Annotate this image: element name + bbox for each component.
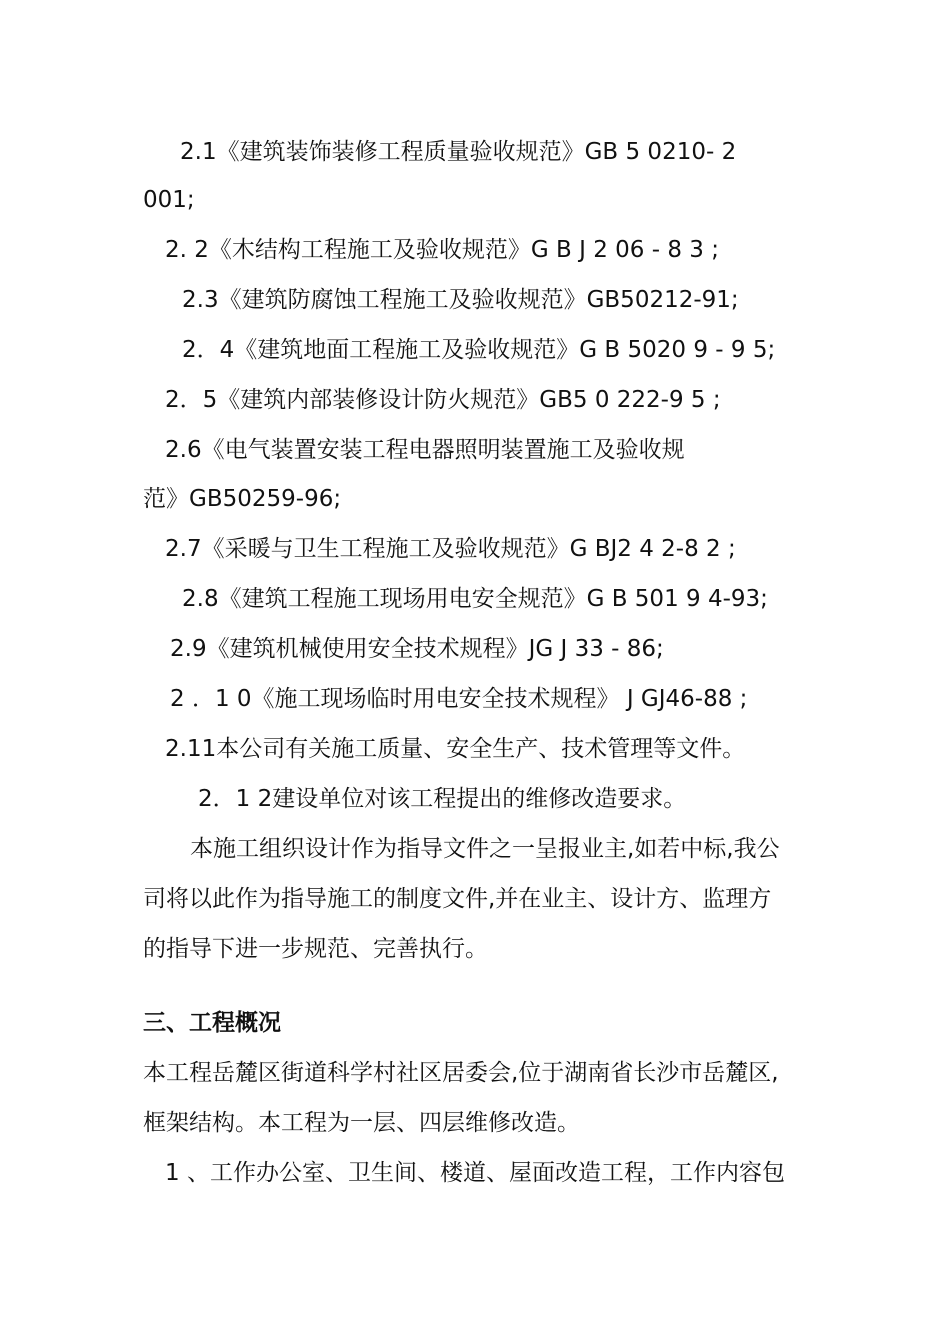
overview-line-1: 本工程岳麓区街道科学村社区居委会,位于湖南省长沙市岳麓区, <box>143 1060 779 1086</box>
reference-2-2: 2. 2《木结构工程施工及验收规范》G B J 2 06 - 8 3 ; <box>165 237 719 263</box>
overview-line-2: 框架结构。本工程为一层、四层维修改造。 <box>143 1110 580 1136</box>
reference-2-1: 2.1《建筑装饰装修工程质量验收规范》GB 5 0210- 2 <box>180 139 737 165</box>
reference-2-7: 2.7《采暖与卫生工程施工及验收规范》G BJ2 4 2-8 2 ; <box>165 536 736 562</box>
paragraph-line-1: 本施工组织设计作为指导文件之一呈报业主,如若中标,我公 <box>190 836 780 862</box>
reference-2-12: 2．1 2建设单位对该工程提出的维修改造要求。 <box>198 786 687 812</box>
reference-2-11: 2.11本公司有关施工质量、安全生产、技术管理等文件。 <box>165 736 746 762</box>
reference-2-10: 2 ．1 0《施工现场临时用电安全技术规程》 J GJ46-88 ; <box>170 686 748 712</box>
reference-2-9: 2.9《建筑机械使用安全技术规程》JG J 33 - 86; <box>170 636 664 662</box>
reference-2-1-continued: 001; <box>143 187 195 213</box>
section-heading: 三、工程概况 <box>143 1010 281 1036</box>
paragraph-line-3: 的指导下进一步规范、完善执行。 <box>143 936 488 962</box>
overview-line-3: 1 、工作办公室、卫生间、楼道、屋面改造工程，工作内容包 <box>165 1160 785 1186</box>
reference-2-6-continued: 范》GB50259-96; <box>143 486 342 512</box>
reference-2-4: 2．4《建筑地面工程施工及验收规范》G B 5020 9 - 9 5; <box>182 337 776 363</box>
paragraph-line-2: 司将以此作为指导施工的制度文件,并在业主、设计方、监理方 <box>143 886 772 912</box>
reference-2-3: 2.3《建筑防腐蚀工程施工及验收规范》GB50212-91; <box>182 287 739 313</box>
reference-2-6: 2.6《电气装置安装工程电器照明装置施工及验收规 <box>165 437 685 463</box>
reference-2-5: 2．5《建筑内部装修设计防火规范》GB5 0 222-9 5 ; <box>165 387 721 413</box>
reference-2-8: 2.8《建筑工程施工现场用电安全规范》G B 501 9 4-93; <box>182 586 768 612</box>
